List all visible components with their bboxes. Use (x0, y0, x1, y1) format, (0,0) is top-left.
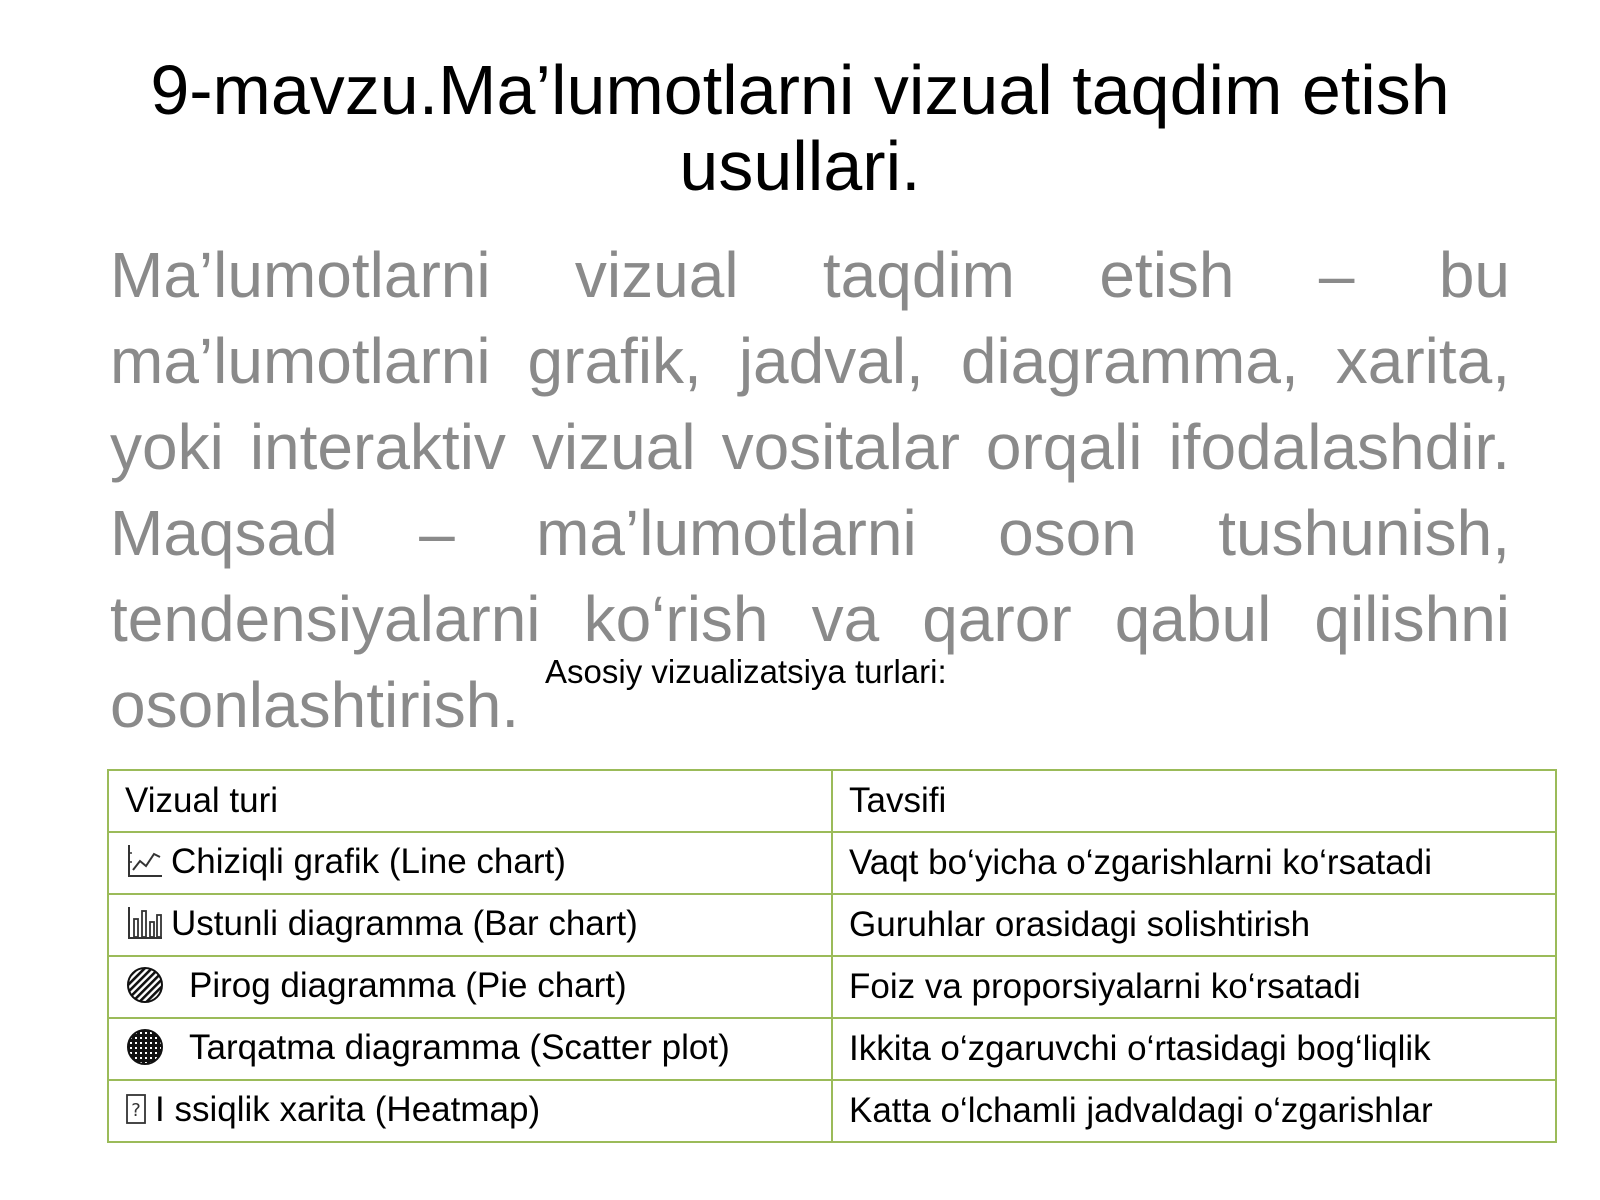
row-type-cell (108, 1080, 832, 1142)
row-type-cell (108, 832, 832, 894)
slide-title-line2: usullari. (679, 127, 921, 205)
table-subheading: Asosiy vizualizatsiya turlari: (545, 653, 947, 690)
row-type-label: Ustunli diagramma (Bar chart) (171, 904, 638, 944)
svg-text:?: ? (131, 1099, 141, 1121)
row-type-label: Pirog diagramma (Pie chart) (189, 966, 627, 1006)
row-desc-cell: Foiz va proporsiyalarni ko‘rsatadi (832, 956, 1556, 1018)
slide-body-text: Ma’lumotlarni vizual taqdim etish – bu ma’lumotlarni grafik, jadval, diagramma, xarita, yoki interaktiv vizual vositalar orqali ifodalashdir. Maqsad – ma’lumotlarni oson tushunish, tendensiyalarni ko‘rish va qaror qabul qilishni osonlashtirish. (110, 239, 1510, 741)
row-desc-cell: Vaqt bo‘yicha o‘zgarishlarni ko‘rsatadi (832, 832, 1556, 894)
row-type-label: Chiziqli grafik (Line chart) (171, 842, 566, 882)
bar-chart-icon (125, 903, 165, 943)
missing-glyph-icon (125, 1089, 147, 1129)
header-cell-type: Vizual turi (108, 770, 832, 832)
row-desc-cell: Katta o‘lchamli jadvaldagi o‘zgarishlar (832, 1080, 1556, 1142)
row-type-cell (108, 894, 832, 956)
row-desc-cell: Ikkita o‘zgaruvchi o‘rtasidagi bog‘liqlik (832, 1018, 1556, 1080)
table-header-row (108, 770, 1556, 832)
row-type-cell (108, 956, 832, 1018)
row-type-label: I ssiqlik xarita (Heatmap) (155, 1090, 541, 1130)
table-row (108, 1018, 1556, 1080)
row-type-cell (108, 1018, 832, 1080)
row-desc-cell: Guruhlar orasidagi solishtirish (832, 894, 1556, 956)
scatter-plot-icon (125, 1027, 165, 1067)
table-row (108, 1080, 1556, 1142)
slide-title-line1: 9-mavzu.Ma’lumotlarni vizual taqdim etish (150, 51, 1450, 129)
slide-title (100, 52, 1500, 204)
table-row (108, 956, 1556, 1018)
header-cell-description: Tavsifi (832, 770, 1556, 832)
table-row (108, 832, 1556, 894)
visualization-types-table (107, 769, 1557, 1143)
row-type-label: Tarqatma diagramma (Scatter plot) (189, 1028, 730, 1068)
table-row (108, 894, 1556, 956)
line-chart-icon (125, 841, 165, 881)
pie-chart-icon (125, 965, 165, 1005)
